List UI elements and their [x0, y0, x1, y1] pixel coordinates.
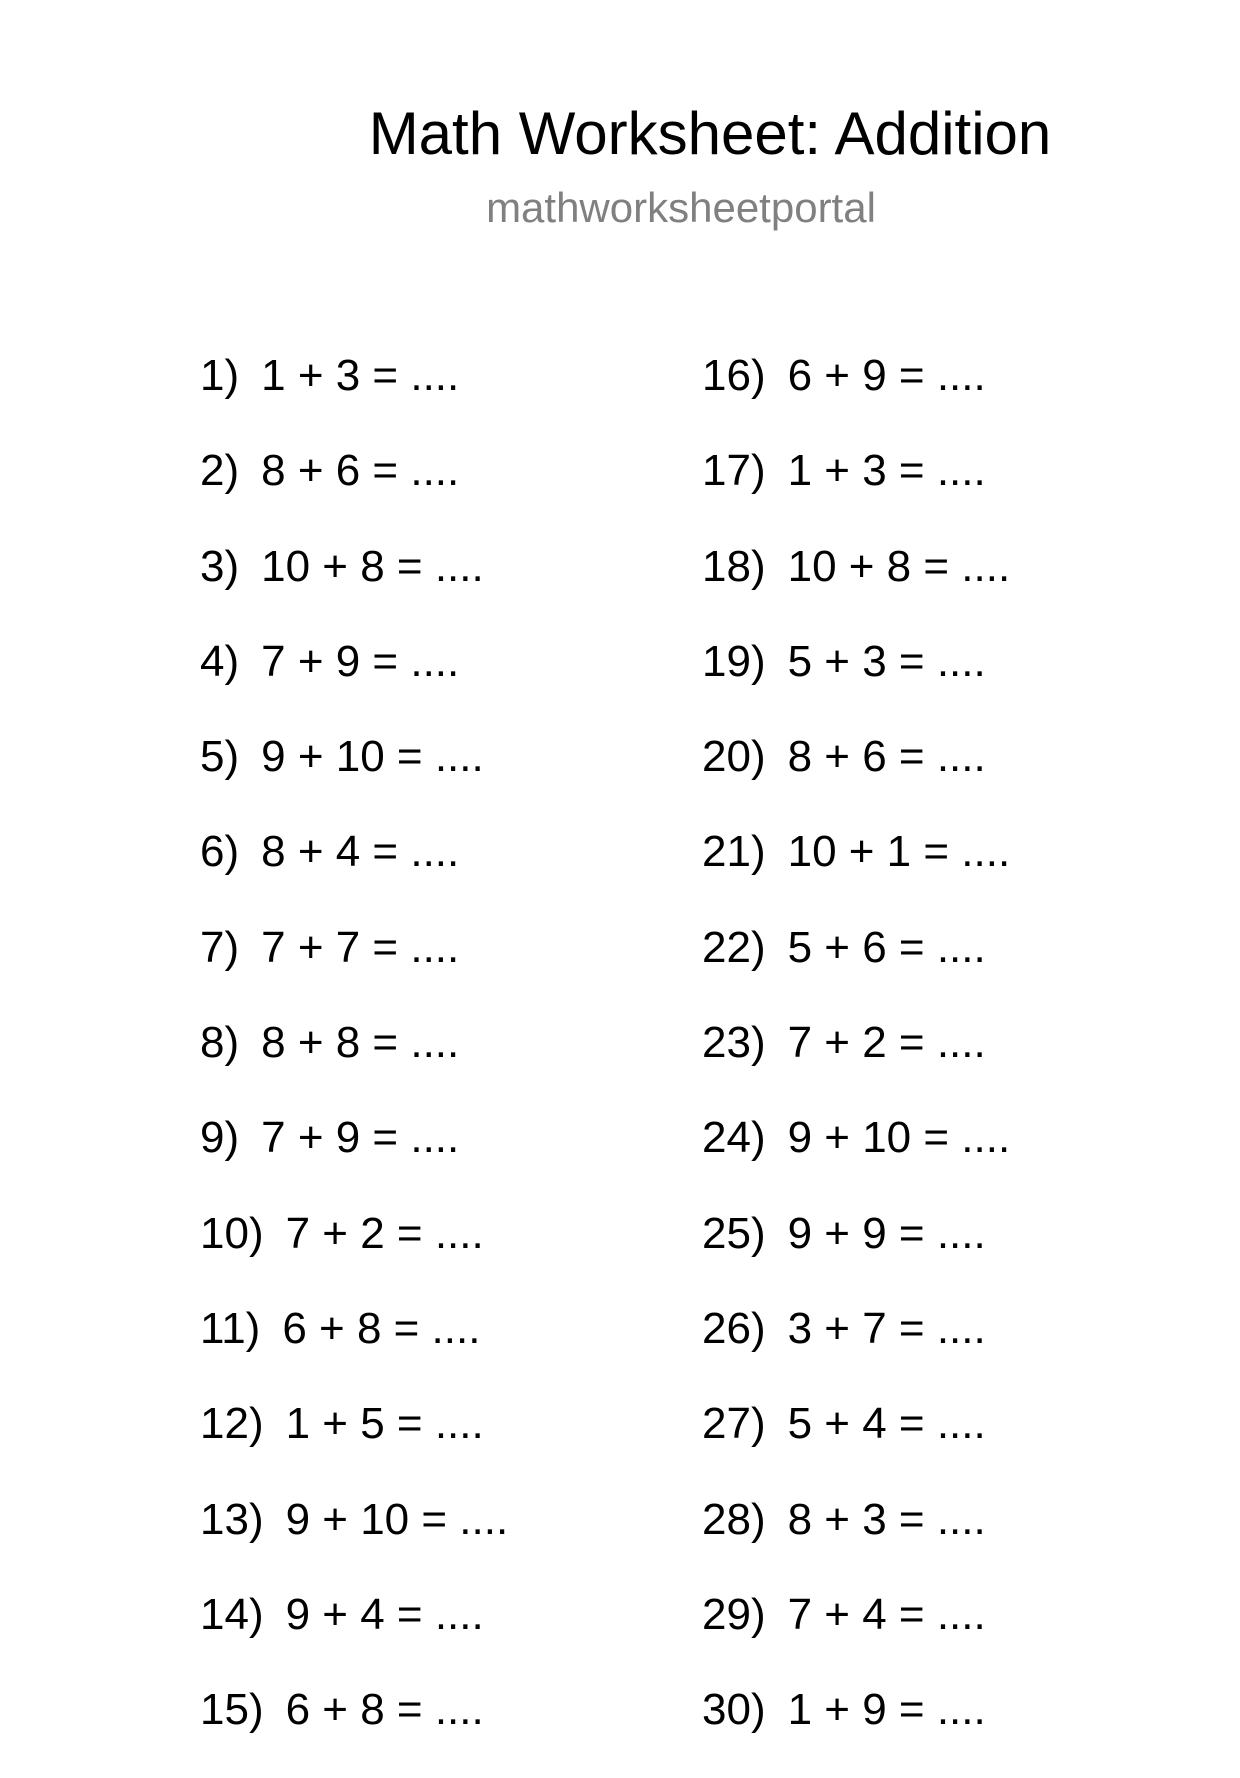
problem-number: 25)	[702, 1208, 766, 1258]
problem-item	[702, 730, 1010, 825]
problem-number: 6)	[200, 827, 240, 877]
problem-item	[200, 635, 508, 730]
problem-number: 29)	[702, 1589, 766, 1639]
problem-expression: 10 + 8 = ....	[261, 541, 484, 591]
problem-expression: 8 + 3 = ....	[787, 1494, 986, 1544]
problem-item	[200, 1207, 508, 1302]
problem-expression: 1 + 3 = ....	[261, 351, 460, 400]
problem-item	[702, 1493, 1010, 1588]
problem-item	[200, 1397, 508, 1492]
problem-expression: 7 + 7 = ....	[261, 922, 460, 972]
problem-item	[200, 825, 508, 920]
problem-number: 19)	[702, 636, 766, 686]
problem-item	[702, 1207, 1010, 1302]
problem-column-left	[200, 349, 508, 1778]
problem-item	[702, 540, 1010, 635]
problem-item	[200, 349, 508, 444]
problem-expression: 10 + 8 = ....	[787, 541, 1011, 591]
problem-item	[200, 1111, 508, 1206]
problem-number: 4)	[200, 636, 240, 686]
problem-item	[200, 1302, 508, 1397]
problem-number: 11)	[200, 1303, 261, 1353]
problem-item	[702, 825, 1010, 920]
problem-item	[200, 921, 508, 1016]
problem-number: 16)	[702, 351, 766, 400]
problem-item	[702, 1111, 1010, 1206]
problem-expression: 7 + 9 = ....	[261, 636, 460, 686]
problem-number: 22)	[702, 922, 766, 972]
problem-item	[200, 540, 508, 635]
problem-item	[702, 1683, 1010, 1778]
problem-item	[702, 635, 1010, 730]
problem-item	[702, 444, 1010, 539]
problem-item	[702, 921, 1010, 1016]
problem-item	[200, 1683, 508, 1778]
problem-number: 26)	[702, 1303, 766, 1353]
problem-number: 23)	[702, 1018, 766, 1068]
problem-expression: 7 + 2 = ....	[285, 1208, 484, 1258]
problem-expression: 3 + 7 = ....	[787, 1303, 986, 1353]
problem-expression: 9 + 10 = ....	[285, 1494, 509, 1544]
problem-number: 12)	[200, 1399, 264, 1449]
problem-expression: 1 + 9 = ....	[787, 1685, 986, 1735]
problem-number: 9)	[200, 1113, 240, 1163]
problem-expression: 1 + 5 = ....	[285, 1399, 484, 1449]
problem-expression: 5 + 3 = ....	[787, 636, 986, 686]
problem-item	[702, 1016, 1010, 1111]
problem-item	[702, 1302, 1010, 1397]
problem-number: 2)	[200, 446, 240, 496]
problem-expression: 9 + 4 = ....	[285, 1589, 484, 1639]
problem-number: 8)	[200, 1018, 240, 1068]
page-subtitle: mathworksheetportal	[486, 184, 876, 231]
problem-item	[200, 1588, 508, 1683]
problem-item	[200, 730, 508, 825]
problem-item	[702, 349, 1010, 444]
problem-expression: 5 + 6 = ....	[787, 922, 986, 972]
problem-expression: 9 + 10 = ....	[787, 1113, 1011, 1163]
problem-item	[200, 444, 508, 539]
problem-number: 5)	[200, 732, 240, 782]
problem-expression: 8 + 6 = ....	[787, 732, 986, 782]
problem-expression: 8 + 4 = ....	[261, 827, 460, 877]
problem-number: 30)	[702, 1685, 766, 1735]
problem-number: 24)	[702, 1113, 766, 1163]
problem-item	[702, 1588, 1010, 1683]
problem-number: 21)	[702, 827, 766, 877]
problem-number: 18)	[702, 541, 766, 591]
problem-number: 1)	[200, 351, 240, 400]
problem-item	[702, 1397, 1010, 1492]
problem-expression: 1 + 3 = ....	[787, 446, 986, 496]
problem-number: 3)	[200, 541, 240, 591]
problem-expression: 7 + 4 = ....	[787, 1589, 986, 1639]
problem-number: 27)	[702, 1399, 766, 1449]
problem-number: 10)	[200, 1208, 264, 1258]
problem-expression: 7 + 2 = ....	[787, 1018, 986, 1068]
problem-number: 28)	[702, 1494, 766, 1544]
problem-expression: 6 + 8 = ....	[282, 1303, 481, 1353]
problem-expression: 6 + 9 = ....	[787, 351, 986, 400]
problem-number: 13)	[200, 1494, 264, 1544]
problem-expression: 8 + 8 = ....	[261, 1018, 460, 1068]
problem-number: 14)	[200, 1589, 264, 1639]
problem-item	[200, 1493, 508, 1588]
problem-number: 7)	[200, 922, 240, 972]
problem-column-right	[702, 349, 1010, 1778]
problem-expression: 7 + 9 = ....	[261, 1113, 460, 1163]
problem-number: 17)	[702, 446, 766, 496]
problem-expression: 9 + 10 = ....	[261, 732, 484, 782]
problem-expression: 10 + 1 = ....	[787, 827, 1011, 877]
problem-expression: 5 + 4 = ....	[787, 1399, 986, 1449]
problem-expression: 6 + 8 = ....	[285, 1685, 484, 1735]
problem-expression: 8 + 6 = ....	[261, 446, 460, 496]
page-title: Math Worksheet: Addition	[368, 100, 1052, 167]
problem-expression: 9 + 9 = ....	[787, 1208, 986, 1258]
problem-number: 15)	[200, 1685, 264, 1735]
problem-number: 20)	[702, 732, 766, 782]
problem-item	[200, 1016, 508, 1111]
